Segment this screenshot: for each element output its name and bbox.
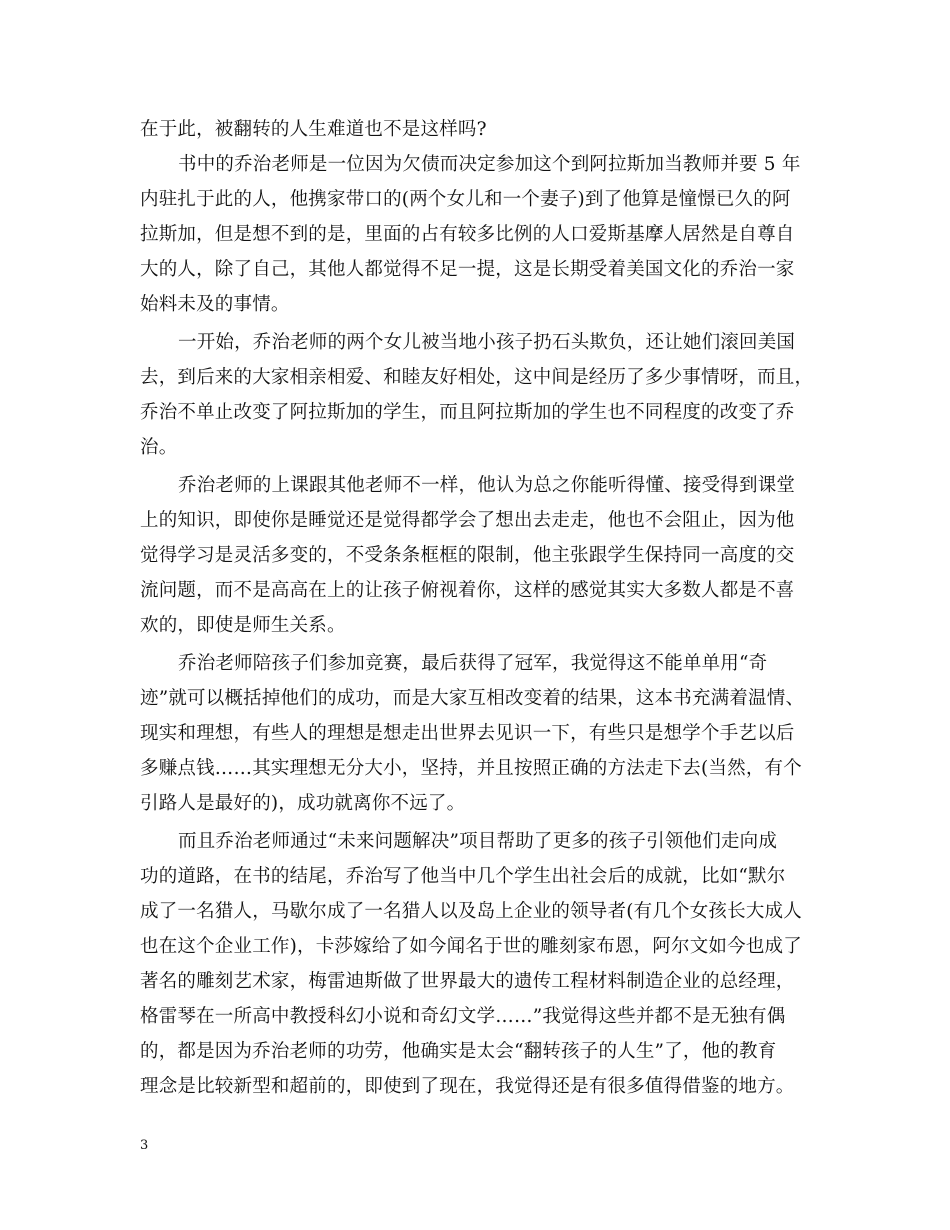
text-line: 治。	[140, 437, 178, 458]
text-line: 的，都是因为乔治老师的功劳，他确实是太会“翻转孩子的人生”了，他的教育	[140, 1041, 777, 1062]
text-line: 格雷琴在一所高中教授科幻小说和奇幻文学……”我觉得这些并都不是无独有偶	[140, 1006, 786, 1027]
text-line: 觉得学习是灵活多变的，不受条条框框的限制，他主张跟学生保持同一高度的交	[140, 545, 795, 566]
text-line: 引路人是最好的)，成功就离你不远了。	[140, 793, 466, 814]
text-line: 著名的雕刻艺术家，梅雷迪斯做了世界最大的遗传工程材料制造企业的总经理，	[140, 971, 795, 992]
text-line: 成了一名猎人，马歇尔成了一名猎人以及岛上企业的领导者(有几个女孩长大成人	[140, 901, 802, 922]
text-line: 乔治老师陪孩子们参加竞赛，最后获得了冠军，我觉得这不能单单用“奇	[178, 653, 768, 674]
text-line: 现实和理想，有些人的理想是想走出世界去见识一下，有些只是想学个手艺以后	[140, 723, 795, 744]
text-line: 迹”就可以概括掉他们的成功，而是大家互相改变着的结果，这本书充满着温情、	[140, 688, 805, 709]
text-line: 而且乔治老师通过“未来问题解决”项目帮助了更多的孩子引领他们走向成	[178, 831, 778, 852]
text-line: 去，到后来的大家相亲相爱、和睦友好相处，这中间是经历了多少事情呀，而且，	[140, 367, 814, 388]
text-line: 书中的乔治老师是一位因为欠债而决定参加这个到阿拉斯加当教师并要 5 年	[178, 154, 801, 175]
text-line: 乔治不单止改变了阿拉斯加的学生，而且阿拉斯加的学生也不同程度的改变了乔	[140, 402, 795, 423]
text-line: 上的知识，即使你是睡觉还是觉得都学会了想出去走走，他也不会阻止，因为他	[140, 510, 795, 531]
text-line: 拉斯加，但是想不到的是，里面的占有较多比例的人口爱斯基摩人居然是自尊自	[140, 224, 795, 245]
text-line: 乔治老师的上课跟其他老师不一样，他认为总之你能听得懂、接受得到课堂	[178, 475, 796, 496]
text-line: 多赚点钱……其实理想无分大小，坚持，并且按照正确的方法走下去(当然，有个	[140, 758, 802, 779]
page-number: 3	[140, 1138, 149, 1153]
text-line: 功的道路，在书的结尾，乔治写了他当中几个学生出社会后的成就，比如“默尔	[140, 866, 786, 887]
text-line: 欢的，即使是师生关系。	[140, 615, 346, 636]
text-line: 一开始，乔治老师的两个女儿被当地小孩子扔石头欺负，还让她们滚回美国	[178, 332, 796, 353]
text-line: 内驻扎于此的人，他携家带口的(两个女儿和一个妻子)到了他算是憧憬已久的阿	[140, 189, 791, 210]
text-line: 始料未及的事情。	[140, 294, 290, 315]
text-line: 在于此，被翻转的人生难道也不是这样吗?	[140, 119, 487, 140]
text-line: 理念是比较新型和超前的，即使到了现在，我觉得还是有很多值得借鉴的地方。	[140, 1076, 795, 1097]
text-line: 大的人，除了自己，其他人都觉得不足一提，这是长期受着美国文化的乔治一家	[140, 259, 795, 280]
text-line: 流问题，而不是高高在上的让孩子俯视着你，这样的感觉其实大多数人都是不喜	[140, 580, 795, 601]
text-line: 也在这个企业工作)，卡莎嫁给了如今闻名于世的雕刻家布恩，阿尔文如今也成了	[140, 936, 802, 957]
